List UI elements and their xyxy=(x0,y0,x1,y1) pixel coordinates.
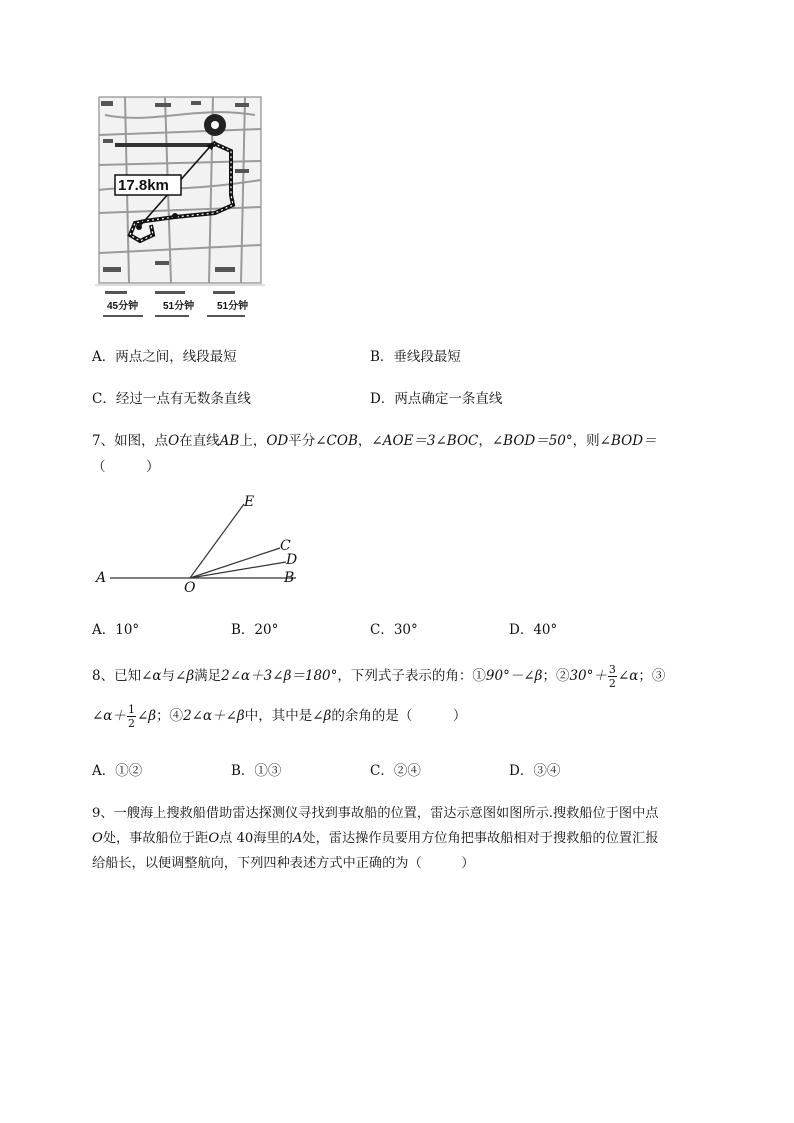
q8-stem-line2: ∠α＋ $\frac{1}{2}$ ∠β；④2∠α＋∠β中，其中是∠β的余角的是（ ） xyxy=(92,703,467,730)
figure-label-c: C xyxy=(280,538,291,554)
q8-option-a: A．①② xyxy=(92,763,143,779)
q7-option-b: B．20° xyxy=(231,622,279,638)
q7-option-a: A．10° xyxy=(92,622,140,638)
q8-option-b: B．①③ xyxy=(231,763,282,779)
map-distance-label: 17.8km xyxy=(118,177,169,194)
ray-oc xyxy=(190,548,280,578)
q7-stem: 7、如图，点O在直线AB上，OD平分∠COB，∠AOE＝3∠BOC，∠BOD＝50°，则∠BOD＝ xyxy=(92,433,657,449)
fraction-one-half: $\frac{1}{2}$ xyxy=(127,703,135,730)
map-route-time-3: 51分钟 xyxy=(217,301,249,312)
q9-line2: O处，事故船位于距O点 40海里的A处，雷达操作员要用方位角把事故船相对于搜救船的位置汇报 xyxy=(92,831,659,846)
map-route-time-2: 51分钟 xyxy=(163,301,195,312)
q8-stem-line1: 8、已知∠α与∠β满足2∠α＋3∠β＝180°，下列式子表示的角：①90°－∠β；②30°＋ $\frac{3}{2}$ ∠α；③ xyxy=(92,663,666,690)
q7-option-c: C．30° xyxy=(370,622,418,638)
route-map-image xyxy=(95,95,265,323)
q7-option-d: D．40° xyxy=(509,622,558,638)
q6-option-d: D．两点确定一条直线 xyxy=(370,391,503,407)
map-route-time-1: 45分钟 xyxy=(107,301,139,312)
q6-option-b: B．垂线段最短 xyxy=(370,349,461,365)
figure-label-e: E xyxy=(244,494,255,510)
figure-label-b: B xyxy=(284,570,295,586)
fraction-three-halves: $\frac{3}{2}$ xyxy=(608,663,616,690)
q9-line3: 给船长，以便调整航向，下列四种表述方式中正确的为（ ） xyxy=(92,856,475,871)
figure-label-d: D xyxy=(286,552,298,568)
q8-option-c: C．②④ xyxy=(370,763,421,779)
q7-angle-figure xyxy=(90,492,320,600)
figure-label-o: O xyxy=(184,580,196,596)
q6-option-c: C．经过一点有无数条直线 xyxy=(92,391,251,407)
ray-od xyxy=(190,562,286,578)
q8-option-d: D．③④ xyxy=(509,763,561,779)
q9-line1: 9、一艘海上搜救船借助雷达探测仪寻找到事故船的位置，雷达示意图如图所示.搜救船位于图中点 xyxy=(92,806,659,821)
ray-oe xyxy=(190,504,244,578)
q7-answer-blank: （ ） xyxy=(92,459,160,475)
q6-option-a: A．两点之间，线段最短 xyxy=(92,349,237,365)
figure-label-a: A xyxy=(96,570,107,586)
